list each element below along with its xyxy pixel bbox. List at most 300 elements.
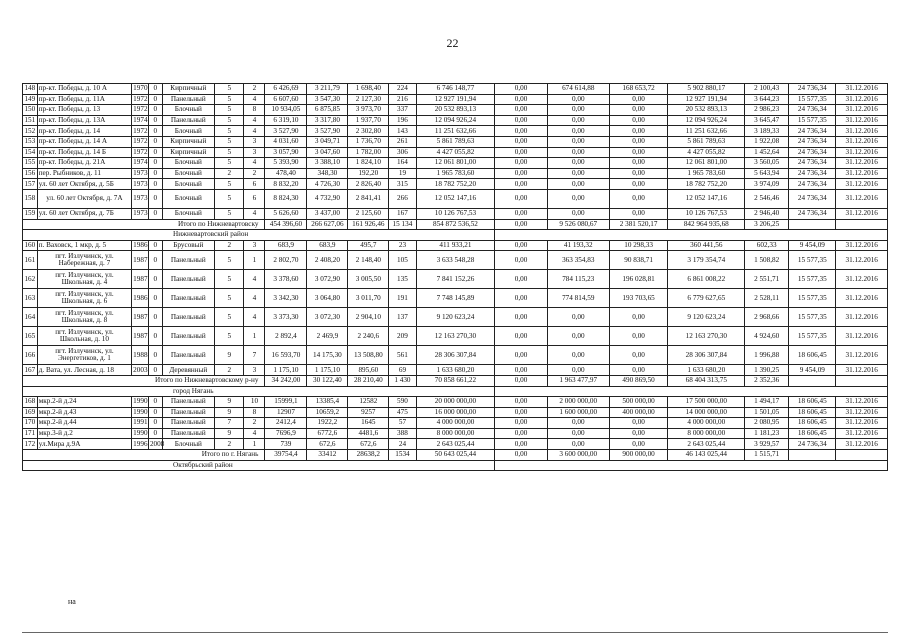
municipal-cost: 0,00 [609, 189, 668, 208]
fund-cost: 0,00 [495, 346, 547, 365]
residents: 105 [389, 251, 416, 270]
entrances: 1 [244, 327, 265, 346]
year-reconstructed: 0 [148, 147, 162, 158]
living-area: 3 064,80 [307, 289, 348, 308]
year-reconstructed: 0 [148, 365, 162, 376]
municipal-cost: 0,00 [609, 126, 668, 137]
municipal-cost: 0,00 [609, 158, 668, 169]
fund-cost: 0,00 [495, 407, 547, 418]
owners-cost: 9 120 623,24 [668, 308, 745, 327]
year-built: 1973 [132, 189, 149, 208]
fund-cost: 0,00 [495, 240, 547, 251]
total-area: 6 607,60 [265, 94, 307, 105]
entrances: 3 [244, 365, 265, 376]
entrances: 2 [244, 418, 265, 429]
living-area: 14 175,30 [307, 346, 348, 365]
wall-material: Брусовый [162, 240, 214, 251]
residents: 306 [389, 147, 416, 158]
region-cost: 0,00 [547, 189, 609, 208]
floors: 5 [215, 115, 244, 126]
year-reconstructed: 0 [148, 240, 162, 251]
living-area: 2 408,20 [307, 251, 348, 270]
fund-cost: 0,00 [495, 428, 547, 439]
max-unit-cost: 24 736,34 [789, 208, 836, 219]
completion-date: 31.12.2016 [836, 126, 888, 137]
region-cost: 363 354,83 [547, 251, 609, 270]
table-row [23, 439, 888, 450]
floors: 5 [215, 84, 244, 95]
completion-date: 31.12.2016 [836, 158, 888, 169]
unit-cost: 1 452,64 [745, 147, 789, 158]
residential-area: 895,60 [348, 365, 389, 376]
fund-cost: 0,00 [495, 158, 547, 169]
wall-material: Панельный [162, 428, 214, 439]
total-cost: 4 000 000,00 [416, 418, 495, 429]
wall-material: Кирпичный [162, 147, 214, 158]
table-row [23, 179, 888, 190]
living-area: 3 072,90 [307, 270, 348, 289]
living-area: 13385,4 [307, 397, 348, 408]
unit-cost: 2 968,66 [745, 308, 789, 327]
subtotal-value: 30 122,40 [307, 375, 348, 386]
max-unit-cost: 15 577,35 [789, 94, 836, 105]
subtotal-value: 854 872 536,52 [416, 219, 495, 230]
year-reconstructed: 0 [148, 136, 162, 147]
subtotal-value: 34 242,00 [265, 375, 307, 386]
max-unit-cost: 15 577,35 [789, 327, 836, 346]
total-area: 3 342,30 [265, 289, 307, 308]
subtotal-value: 70 858 661,22 [416, 375, 495, 386]
year-reconstructed: 0 [148, 407, 162, 418]
subtotal-value: 15 134 [389, 219, 416, 230]
max-unit-cost: 18 606,45 [789, 407, 836, 418]
living-area: 3 437,00 [307, 208, 348, 219]
fund-cost: 0,00 [495, 136, 547, 147]
total-cost: 12 927 191,94 [416, 94, 495, 105]
completion-date: 31.12.2016 [836, 270, 888, 289]
entrances: 6 [244, 179, 265, 190]
table-row [23, 346, 888, 365]
page-number: 22 [446, 36, 459, 50]
wall-material: Кирпичный [162, 84, 214, 95]
unit-cost: 3 645,47 [745, 115, 789, 126]
year-built: 1973 [133, 209, 148, 218]
floors: 2 [215, 240, 244, 251]
max-unit-cost: 24 736,34 [789, 158, 836, 169]
year-built: 1972 [133, 137, 148, 146]
living-area: 6 875,85 [307, 105, 348, 116]
fund-cost: 0,00 [495, 168, 547, 179]
floors: 5 [215, 147, 244, 158]
max-unit-cost: 15 577,35 [789, 289, 836, 308]
region-cost: 0,00 [547, 147, 609, 158]
wall-material: Панельный [162, 327, 214, 346]
owners-cost: 12 061 801,00 [668, 158, 745, 169]
subtotal-value: 161 926,46 [348, 219, 389, 230]
row-number: 150 [24, 105, 36, 114]
subtotal-value: 50 643 025,44 [416, 450, 495, 461]
address: пр-кт. Победы, д. 11А [37, 94, 131, 105]
fund-cost: 0,00 [495, 289, 547, 308]
residential-area: 672,6 [348, 439, 389, 450]
total-area: 3 527,90 [265, 126, 307, 137]
table-row [23, 115, 888, 126]
residents: 196 [389, 115, 416, 126]
owners-cost: 3 179 354,74 [668, 251, 745, 270]
total-area: 8 832,20 [265, 179, 307, 190]
residential-area: 2 904,10 [348, 308, 389, 327]
row-number: 148 [24, 84, 36, 93]
subtotal-value: 68 404 313,75 [668, 375, 745, 386]
residents: 143 [389, 126, 416, 137]
municipal-cost: 0,00 [609, 428, 668, 439]
unit-cost: 3 644,23 [745, 94, 789, 105]
municipal-cost: 0,00 [609, 327, 668, 346]
floors: 5 [215, 94, 244, 105]
address: пгт. Излучинск, ул. Школьная, д. 10 [37, 327, 131, 346]
fund-cost: 0,00 [495, 208, 547, 219]
residents: 137 [389, 308, 416, 327]
unit-cost: 602,33 [745, 240, 789, 251]
entrances: 4 [244, 208, 265, 219]
year-reconstructed: 0 [148, 84, 162, 95]
entrances: 4 [244, 115, 265, 126]
total-cost: 1 633 680,20 [416, 365, 495, 376]
max-unit-cost: 15 577,35 [789, 308, 836, 327]
subtotal-value: 454 396,60 [265, 219, 307, 230]
residential-area: 1645 [348, 418, 389, 429]
subtotal-value: 900 000,00 [609, 450, 668, 461]
residential-area: 2 841,41 [348, 189, 389, 208]
region-cost: 0,00 [547, 168, 609, 179]
completion-date: 31.12.2016 [836, 179, 888, 190]
year-reconstructed: 0 [148, 270, 162, 289]
total-cost: 4 427 055,82 [416, 147, 495, 158]
year-built: 1987 [132, 251, 149, 270]
owners-cost: 17 500 000,00 [668, 397, 745, 408]
region-cost: 0,00 [547, 179, 609, 190]
total-area: 5 626,60 [265, 208, 307, 219]
max-unit-cost: 24 736,34 [789, 189, 836, 208]
total-area: 683,9 [265, 240, 307, 251]
floors: 9 [215, 428, 244, 439]
address: пр-кт. Победы, д. 10 А [37, 84, 131, 95]
table-row [23, 251, 888, 270]
residential-area: 1 698,40 [348, 84, 389, 95]
max-unit-cost: 18 606,45 [789, 397, 836, 408]
owners-cost: 12 094 926,24 [668, 115, 745, 126]
section-header-row [23, 386, 888, 397]
municipal-cost: 0,00 [609, 346, 668, 365]
region-cost: 0,00 [547, 308, 609, 327]
owners-cost: 4 000 000,00 [668, 418, 745, 429]
wall-material: Панельный [162, 346, 214, 365]
residential-area: 3 973,70 [348, 105, 389, 116]
fund-cost: 0,00 [495, 84, 547, 95]
completion-date: 31.12.2016 [836, 208, 888, 219]
total-area: 4 031,60 [265, 136, 307, 147]
subtotal-value: 33412 [307, 450, 348, 461]
address: ул. 60 лет Октября, д. 7А [37, 189, 131, 208]
owners-cost: 4 427 055,82 [668, 147, 745, 158]
subtotal-value: 842 964 935,68 [668, 219, 745, 230]
municipal-cost: 0,00 [609, 94, 668, 105]
municipal-cost: 0,00 [609, 208, 668, 219]
wall-material: Панельный [162, 397, 214, 408]
address: мкр.3-й д.2 [37, 428, 131, 439]
owners-cost: 28 306 307,84 [668, 346, 745, 365]
owners-cost: 6 861 008,22 [668, 270, 745, 289]
living-area: 3 527,90 [307, 126, 348, 137]
floors: 5 [215, 126, 244, 137]
completion-date: 31.12.2016 [836, 189, 888, 208]
year-built: 1986 [133, 240, 148, 249]
fund-cost: 0,00 [495, 251, 547, 270]
municipal-cost: 0,00 [609, 115, 668, 126]
total-area: 6 426,69 [265, 84, 307, 95]
subtotal-value: 0,00 [495, 219, 547, 230]
total-cost: 9 120 623,24 [416, 308, 495, 327]
entrances: 4 [244, 94, 265, 105]
year-reconstructed: 0 [148, 289, 162, 308]
municipal-cost: 0,00 [609, 439, 668, 450]
unit-cost: 2 946,40 [745, 208, 789, 219]
wall-material: Блочный [162, 179, 214, 190]
row-number: 170 [24, 418, 36, 427]
residential-area: 1 937,70 [348, 115, 389, 126]
residents: 266 [389, 189, 416, 208]
subtotal-empty [789, 450, 836, 461]
entrances: 3 [244, 240, 265, 251]
year-built: 1972 [133, 126, 148, 135]
region-cost: 0,00 [547, 428, 609, 439]
year-reconstructed: 0 [148, 308, 162, 327]
footer-note: на [68, 597, 76, 606]
fund-cost: 0,00 [495, 189, 547, 208]
unit-cost: 2 986,23 [745, 105, 789, 116]
row-number: 151 [24, 115, 36, 124]
subtotal-value: 490 869,50 [609, 375, 668, 386]
year-built: 1973 [133, 179, 148, 188]
address: пр-кт. Победы, д. 14 А [37, 136, 131, 147]
owners-cost: 12 052 147,16 [668, 189, 745, 208]
region-cost: 784 115,23 [547, 270, 609, 289]
living-area: 683,9 [307, 240, 348, 251]
total-cost: 20 532 893,13 [416, 105, 495, 116]
subtotal-empty [789, 219, 836, 230]
unit-cost: 3 929,57 [745, 439, 789, 450]
floors: 9 [215, 346, 244, 365]
unit-cost: 1 501,05 [745, 407, 789, 418]
municipal-cost: 168 653,72 [609, 84, 668, 95]
floors: 5 [215, 158, 244, 169]
region-cost: 0,00 [547, 327, 609, 346]
municipal-cost: 90 838,71 [609, 251, 668, 270]
table-row [23, 428, 888, 439]
owners-cost: 2 643 025,44 [668, 439, 745, 450]
fund-cost: 0,00 [495, 270, 547, 289]
owners-cost: 20 532 893,13 [668, 105, 745, 116]
max-unit-cost: 24 736,34 [789, 84, 836, 95]
address: мкр.2-й д.24 [37, 397, 131, 408]
subtotal-value: 28638,2 [348, 450, 389, 461]
wall-material: Блочный [162, 208, 214, 219]
table-row [23, 189, 888, 208]
max-unit-cost: 18 606,45 [789, 346, 836, 365]
residents: 315 [389, 179, 416, 190]
year-built: 2003 [133, 365, 148, 374]
living-area: 348,30 [307, 168, 348, 179]
year-reconstructed: 0 [148, 105, 162, 116]
completion-date: 31.12.2016 [836, 147, 888, 158]
residential-area: 2 240,6 [348, 327, 389, 346]
table-row [23, 136, 888, 147]
row-number: 160 [24, 240, 36, 249]
region-cost: 1 600 000,00 [547, 407, 609, 418]
residential-area: 192,20 [348, 168, 389, 179]
fund-cost: 0,00 [495, 179, 547, 190]
year-built: 1990 [133, 407, 148, 416]
owners-cost: 6 779 627,65 [668, 289, 745, 308]
unit-cost: 2 100,43 [745, 84, 789, 95]
total-cost: 20 000 000,00 [416, 397, 495, 408]
row-number: 167 [24, 365, 36, 374]
completion-date: 31.12.2016 [836, 94, 888, 105]
section-title: Октябрьский район [23, 460, 495, 471]
region-cost: 0,00 [547, 126, 609, 137]
subtotal-value: 46 143 025,44 [668, 450, 745, 461]
address: мкр.2-й д.43 [37, 407, 131, 418]
completion-date: 31.12.2016 [836, 289, 888, 308]
completion-date: 31.12.2016 [836, 105, 888, 116]
residents: 209 [389, 327, 416, 346]
table-row [23, 126, 888, 137]
floors: 9 [215, 397, 244, 408]
floors: 5 [215, 327, 244, 346]
residential-area: 4481,6 [348, 428, 389, 439]
year-reconstructed: 0 [148, 189, 162, 208]
address: пгт. Излучинск, ул. Школьная, д. 6 [37, 289, 131, 308]
unit-cost: 1 494,17 [745, 397, 789, 408]
table-row [23, 94, 888, 105]
owners-cost: 12 163 270,30 [668, 327, 745, 346]
total-area: 739 [265, 439, 307, 450]
total-cost: 7 748 145,89 [416, 289, 495, 308]
wall-material: Деревянный [162, 365, 214, 376]
row-number: 157 [24, 179, 36, 188]
region-cost: 674 614,88 [547, 84, 609, 95]
subtotal-value: 1534 [389, 450, 416, 461]
year-reconstructed: 0 [148, 179, 162, 190]
total-cost: 28 306 307,84 [416, 346, 495, 365]
region-cost: 0,00 [547, 115, 609, 126]
residents: 261 [389, 136, 416, 147]
completion-date: 31.12.2016 [836, 428, 888, 439]
total-area: 3 057,90 [265, 147, 307, 158]
total-cost: 12 061 801,00 [416, 158, 495, 169]
entrances: 10 [244, 397, 265, 408]
total-area: 3 373,30 [265, 308, 307, 327]
subtotal-value: 1 430 [389, 375, 416, 386]
total-cost: 7 841 152,26 [416, 270, 495, 289]
municipal-cost: 196 028,81 [609, 270, 668, 289]
fund-cost: 0,00 [495, 105, 547, 116]
total-area: 15999,1 [265, 397, 307, 408]
housing-register-table [22, 83, 888, 471]
total-cost: 411 933,21 [416, 240, 495, 251]
owners-cost: 360 441,56 [668, 240, 745, 251]
municipal-cost: 0,00 [609, 168, 668, 179]
residential-area: 2 302,80 [348, 126, 389, 137]
year-reconstructed: 0 [148, 115, 162, 126]
section-empty [495, 386, 888, 397]
subtotal-row [23, 375, 888, 386]
total-cost: 16 000 000,00 [416, 407, 495, 418]
owners-cost: 18 782 752,20 [668, 179, 745, 190]
year-reconstructed: 0 [148, 126, 162, 137]
section-header-row [23, 460, 888, 471]
completion-date: 31.12.2016 [836, 115, 888, 126]
table-row [23, 289, 888, 308]
max-unit-cost: 18 606,45 [789, 428, 836, 439]
total-area: 2 802,70 [265, 251, 307, 270]
owners-cost: 10 126 767,53 [668, 208, 745, 219]
entrances: 4 [244, 126, 265, 137]
residential-area: 1 782,00 [348, 147, 389, 158]
section-header-row [23, 230, 888, 241]
subtotal-label: Итого по Нижневартовску [23, 219, 265, 230]
subtotal-empty [836, 375, 888, 386]
municipal-cost: 0,00 [609, 136, 668, 147]
region-cost: 0,00 [547, 346, 609, 365]
max-unit-cost: 15 577,35 [789, 270, 836, 289]
address: мкр.2-й д.44 [37, 418, 131, 429]
year-built: 1987 [132, 308, 149, 327]
residents: 19 [389, 168, 416, 179]
table-row [23, 407, 888, 418]
total-area: 2412,4 [265, 418, 307, 429]
municipal-cost: 0,00 [609, 147, 668, 158]
subtotal-empty [836, 219, 888, 230]
year-reconstructed: 0 [148, 428, 162, 439]
table-row [23, 418, 888, 429]
residents: 191 [389, 289, 416, 308]
address: пр-кт. Победы, д. 13А [37, 115, 131, 126]
wall-material: Блочный [162, 158, 214, 169]
total-area: 2 892,4 [265, 327, 307, 346]
total-area: 1 175,10 [265, 365, 307, 376]
unit-cost: 2 551,71 [745, 270, 789, 289]
total-cost: 3 633 548,28 [416, 251, 495, 270]
entrances: 6 [244, 189, 265, 208]
floors: 5 [215, 270, 244, 289]
region-cost: 0,00 [547, 439, 609, 450]
row-number: 163 [23, 289, 38, 308]
year-reconstructed: 0 [148, 418, 162, 429]
year-built: 1970 [133, 84, 148, 93]
living-area: 2 469,9 [307, 327, 348, 346]
living-area: 4 726,30 [307, 179, 348, 190]
total-cost: 12 052 147,16 [416, 189, 495, 208]
owners-cost: 1 965 783,60 [668, 168, 745, 179]
completion-date: 31.12.2016 [836, 240, 888, 251]
max-unit-cost: 15 577,35 [789, 115, 836, 126]
table-row [23, 327, 888, 346]
living-area: 3 317,80 [307, 115, 348, 126]
table-row [23, 158, 888, 169]
municipal-cost: 400 000,00 [609, 407, 668, 418]
fund-cost: 0,00 [495, 308, 547, 327]
